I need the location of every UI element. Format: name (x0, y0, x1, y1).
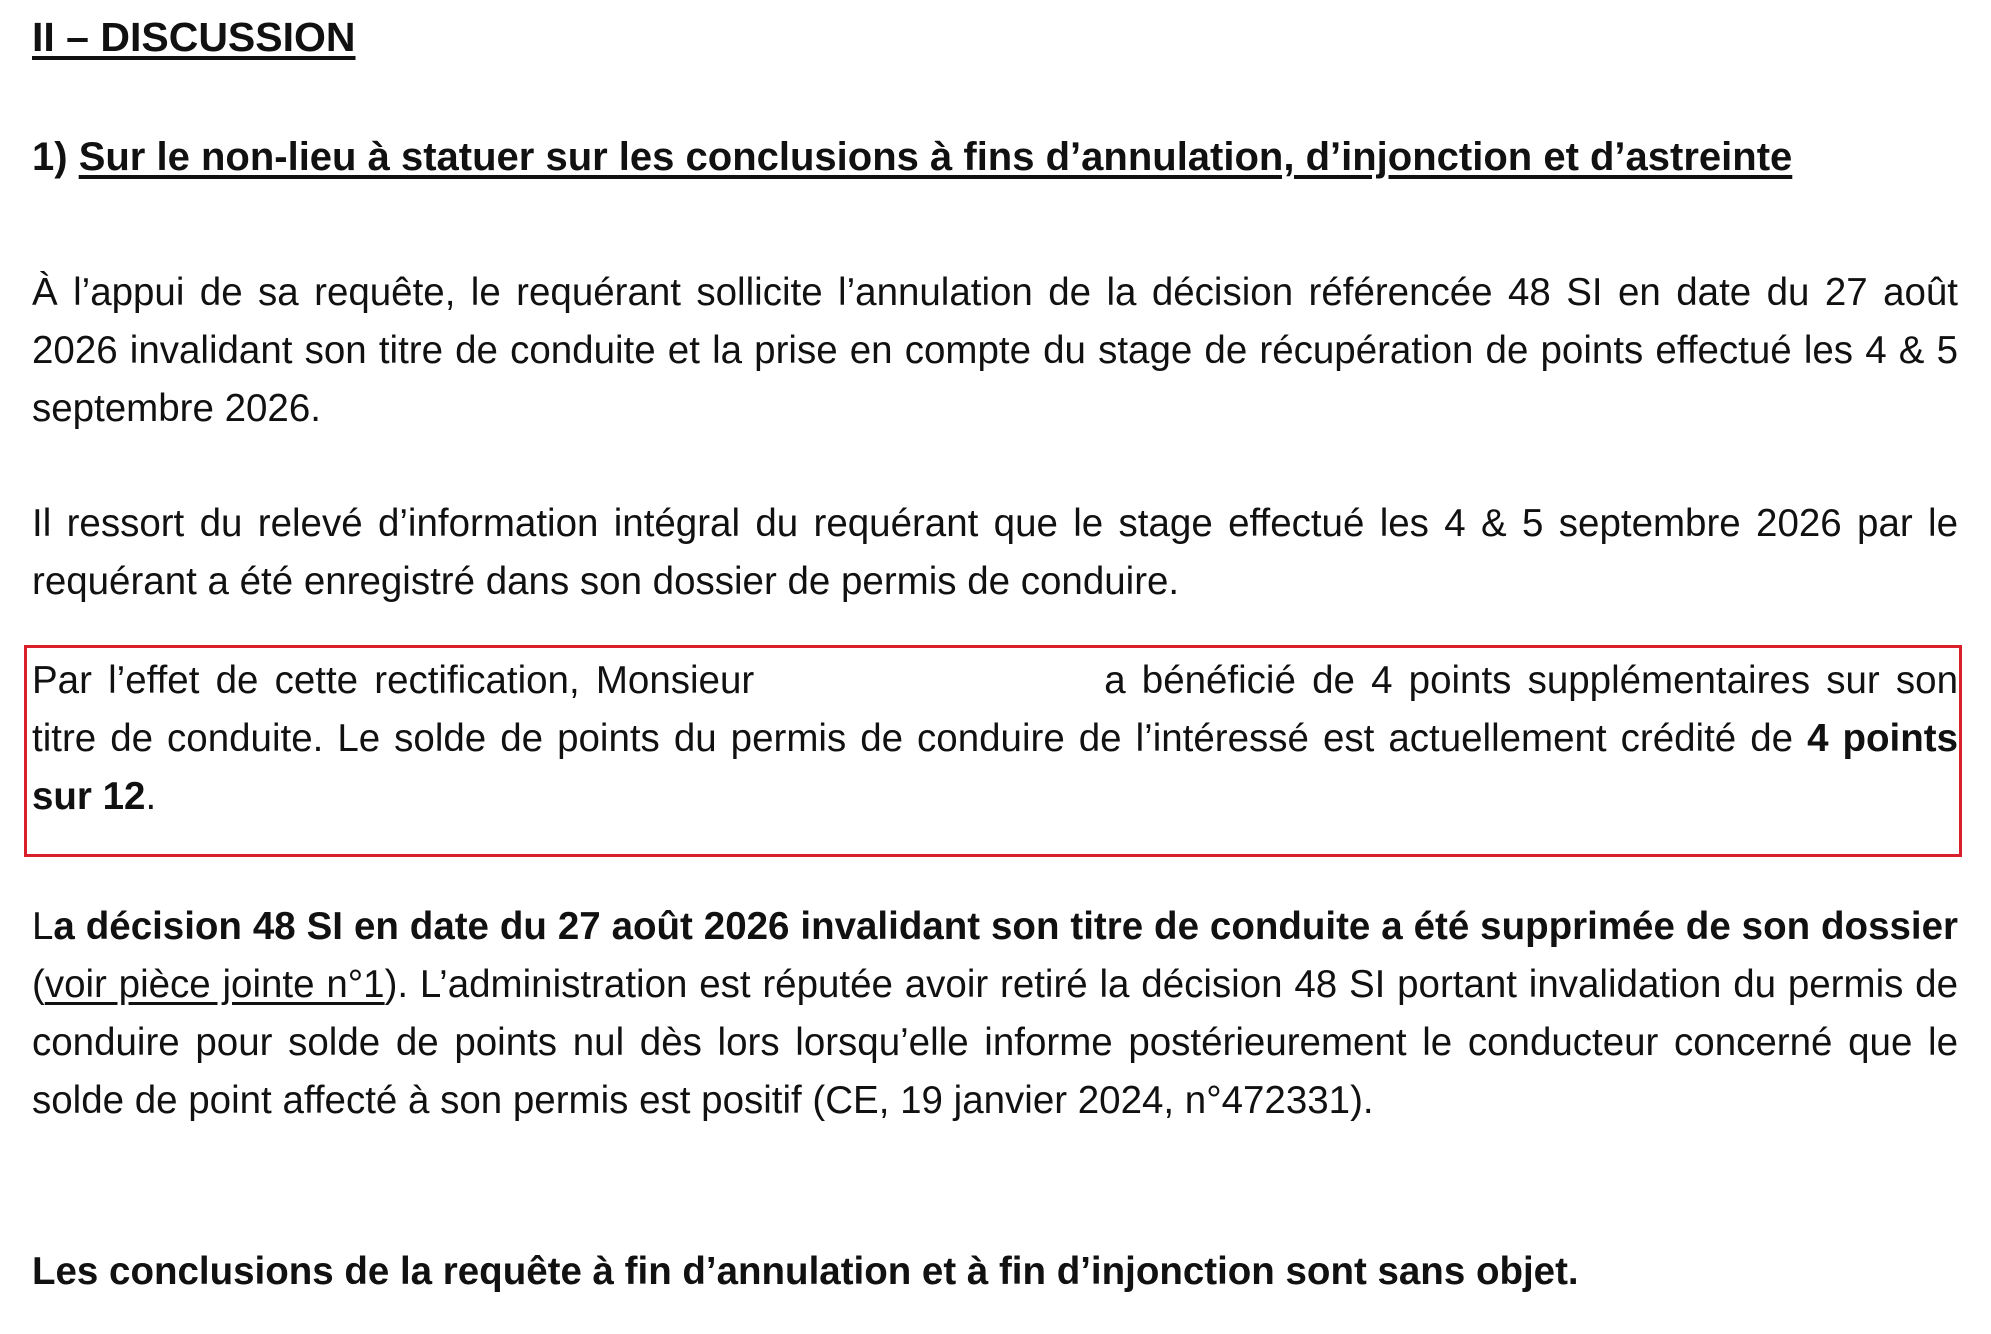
decision-rest: ). L’administration est réputée avoir retiré la décision 48 SI portant invalidation du permis de conduire pour solde de points nul dès lors lorsqu’elle informe postérieurement le conducteur concerné que le solde de point affecté à son permis est positif (CE, 19 janvier 2024, n°472331). (32, 963, 1958, 1122)
paragraph-points-credit (32, 652, 1958, 826)
subsection-number: 1) (32, 135, 79, 179)
paragraph-request: À l’appui de sa requête, le requérant sollicite l’annulation de la décision référencée 48 SI en date du 27 août 2026 invalidant son titre de conduite et la prise en compte du stage de récupération de points effectué les 4 & 5 septembre 2026. (32, 271, 1958, 430)
attachment-reference-link[interactable]: voir pièce jointe n°1 (44, 963, 385, 1006)
points-balance: 4 points sur 12 (32, 717, 1958, 818)
points-credit-intro: Par l’effet de cette rectification, Monsieur (32, 659, 755, 702)
paragraph-conclusion: Les conclusions de la requête à fin d’annulation et à fin d’injonction sont sans objet. (32, 1250, 1579, 1293)
points-credit-body: a bénéficié de 4 points supplémentaires sur son titre de conduite. Le solde de points du permis de conduire de l’intéressé est actuellement crédité de (32, 659, 1958, 760)
section-title: II – DISCUSSION (32, 14, 356, 60)
points-credit-end: . (145, 775, 157, 818)
paragraph-record: Il ressort du relevé d’information intégral du requérant que le stage effectué les 4 & 5 septembre 2026 par le requérant a été enregistré dans son dossier de permis de conduire. (32, 502, 1958, 603)
open-paren: ( (32, 963, 45, 1006)
subsection-title-text: Sur le non-lieu à statuer sur les conclusions à fins d’annulation, d’injonction et d’astreinte (78, 135, 1793, 179)
decision-lead: L (32, 905, 54, 948)
decision-removed-statement: a décision 48 SI en date du 27 août 2026 invalidant son titre de conduite a été supprimée de son dossier (53, 905, 1958, 948)
paragraph-decision-removed (32, 898, 1958, 1130)
subsection-title (32, 135, 1792, 180)
